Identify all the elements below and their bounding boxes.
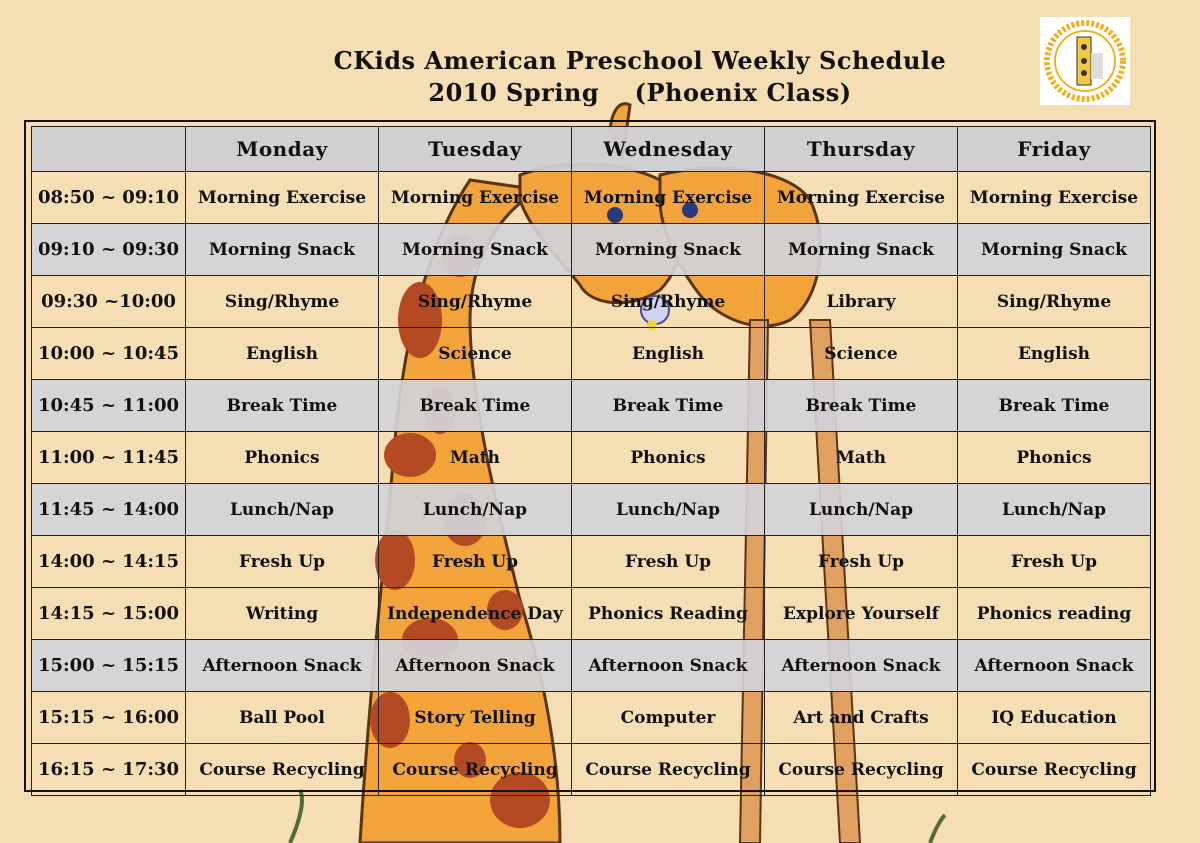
table-row [32, 328, 1151, 380]
activity-cell-thursday: Course Recycling [765, 744, 958, 796]
time-slot: 14:15 ~ 15:00 [32, 588, 186, 640]
schedule-title: CKids American Preschool Weekly Schedule [333, 46, 947, 75]
activity-cell-friday: IQ Education [958, 692, 1151, 744]
header-row [32, 127, 1151, 172]
activity-cell-friday: Afternoon Snack [958, 640, 1151, 692]
activity-cell-thursday: Morning Snack [765, 224, 958, 276]
activity-cell-wednesday: Lunch/Nap [572, 484, 765, 536]
activity-cell-friday: Phonics [958, 432, 1151, 484]
activity-cell-tuesday: Science [379, 328, 572, 380]
activity-cell-monday: Writing [186, 588, 379, 640]
activity-cell-wednesday: Afternoon Snack [572, 640, 765, 692]
activity-cell-tuesday: Course Recycling [379, 744, 572, 796]
schedule-table [31, 126, 1151, 796]
activity-cell-thursday: Break Time [765, 380, 958, 432]
activity-cell-monday: Break Time [186, 380, 379, 432]
activity-cell-tuesday: Afternoon Snack [379, 640, 572, 692]
activity-cell-wednesday: Fresh Up [572, 536, 765, 588]
activity-cell-monday: Lunch/Nap [186, 484, 379, 536]
activity-cell-thursday: Morning Exercise [765, 172, 958, 224]
table-row [32, 536, 1151, 588]
activity-cell-thursday: Library [765, 276, 958, 328]
activity-cell-friday: Course Recycling [958, 744, 1151, 796]
table-row [32, 744, 1151, 796]
day-header-wednesday: Wednesday [572, 127, 765, 172]
activity-cell-wednesday: Sing/Rhyme [572, 276, 765, 328]
activity-cell-wednesday: Morning Exercise [572, 172, 765, 224]
activity-cell-tuesday: Independence Day [379, 588, 572, 640]
activity-cell-tuesday: Fresh Up [379, 536, 572, 588]
table-row [32, 276, 1151, 328]
activity-cell-thursday: Afternoon Snack [765, 640, 958, 692]
day-header-thursday: Thursday [765, 127, 958, 172]
day-header-friday: Friday [958, 127, 1151, 172]
activity-cell-wednesday: Morning Snack [572, 224, 765, 276]
table-row [32, 692, 1151, 744]
activity-cell-monday: Ball Pool [186, 692, 379, 744]
activity-cell-monday: English [186, 328, 379, 380]
activity-cell-tuesday: Math [379, 432, 572, 484]
activity-cell-friday: Break Time [958, 380, 1151, 432]
time-slot: 15:15 ~ 16:00 [32, 692, 186, 744]
time-slot: 09:10 ~ 09:30 [32, 224, 186, 276]
activity-cell-wednesday: Computer [572, 692, 765, 744]
activity-cell-tuesday: Story Telling [379, 692, 572, 744]
activity-cell-friday: Sing/Rhyme [958, 276, 1151, 328]
activity-cell-tuesday: Morning Snack [379, 224, 572, 276]
activity-cell-wednesday: Break Time [572, 380, 765, 432]
time-slot: 11:00 ~ 11:45 [32, 432, 186, 484]
time-slot: 10:45 ~ 11:00 [32, 380, 186, 432]
activity-cell-monday: Course Recycling [186, 744, 379, 796]
table-row [32, 432, 1151, 484]
time-slot: 15:00 ~ 15:15 [32, 640, 186, 692]
activity-cell-friday: Phonics reading [958, 588, 1151, 640]
activity-cell-thursday: Art and Crafts [765, 692, 958, 744]
day-header-monday: Monday [186, 127, 379, 172]
activity-cell-monday: Afternoon Snack [186, 640, 379, 692]
activity-cell-thursday: Lunch/Nap [765, 484, 958, 536]
activity-cell-monday: Fresh Up [186, 536, 379, 588]
activity-cell-friday: Morning Exercise [958, 172, 1151, 224]
table-row [32, 484, 1151, 536]
time-slot: 08:50 ~ 09:10 [32, 172, 186, 224]
table-row [32, 588, 1151, 640]
activity-cell-friday: English [958, 328, 1151, 380]
activity-cell-tuesday: Morning Exercise [379, 172, 572, 224]
schedule-subtitle: 2010 Spring (Phoenix Class) [428, 78, 852, 107]
activity-cell-thursday: Science [765, 328, 958, 380]
activity-cell-monday: Morning Exercise [186, 172, 379, 224]
time-slot: 16:15 ~ 17:30 [32, 744, 186, 796]
activity-cell-wednesday: English [572, 328, 765, 380]
activity-cell-monday: Morning Snack [186, 224, 379, 276]
activity-cell-friday: Fresh Up [958, 536, 1151, 588]
time-slot: 09:30 ~10:00 [32, 276, 186, 328]
activity-cell-thursday: Fresh Up [765, 536, 958, 588]
activity-cell-friday: Lunch/Nap [958, 484, 1151, 536]
activity-cell-tuesday: Sing/Rhyme [379, 276, 572, 328]
time-column-header [32, 127, 186, 172]
time-slot: 11:45 ~ 14:00 [32, 484, 186, 536]
activity-cell-wednesday: Phonics [572, 432, 765, 484]
activity-cell-thursday: Explore Yourself [765, 588, 958, 640]
activity-cell-wednesday: Phonics Reading [572, 588, 765, 640]
time-slot: 14:00 ~ 14:15 [32, 536, 186, 588]
activity-cell-wednesday: Course Recycling [572, 744, 765, 796]
table-row [32, 172, 1151, 224]
activity-cell-tuesday: Lunch/Nap [379, 484, 572, 536]
activity-cell-tuesday: Break Time [379, 380, 572, 432]
activity-cell-monday: Phonics [186, 432, 379, 484]
activity-cell-monday: Sing/Rhyme [186, 276, 379, 328]
school-logo-icon [1040, 17, 1130, 105]
time-slot: 10:00 ~ 10:45 [32, 328, 186, 380]
table-row [32, 380, 1151, 432]
activity-cell-thursday: Math [765, 432, 958, 484]
day-header-tuesday: Tuesday [379, 127, 572, 172]
table-row [32, 224, 1151, 276]
table-row [32, 640, 1151, 692]
activity-cell-friday: Morning Snack [958, 224, 1151, 276]
school-logo [1040, 17, 1130, 105]
